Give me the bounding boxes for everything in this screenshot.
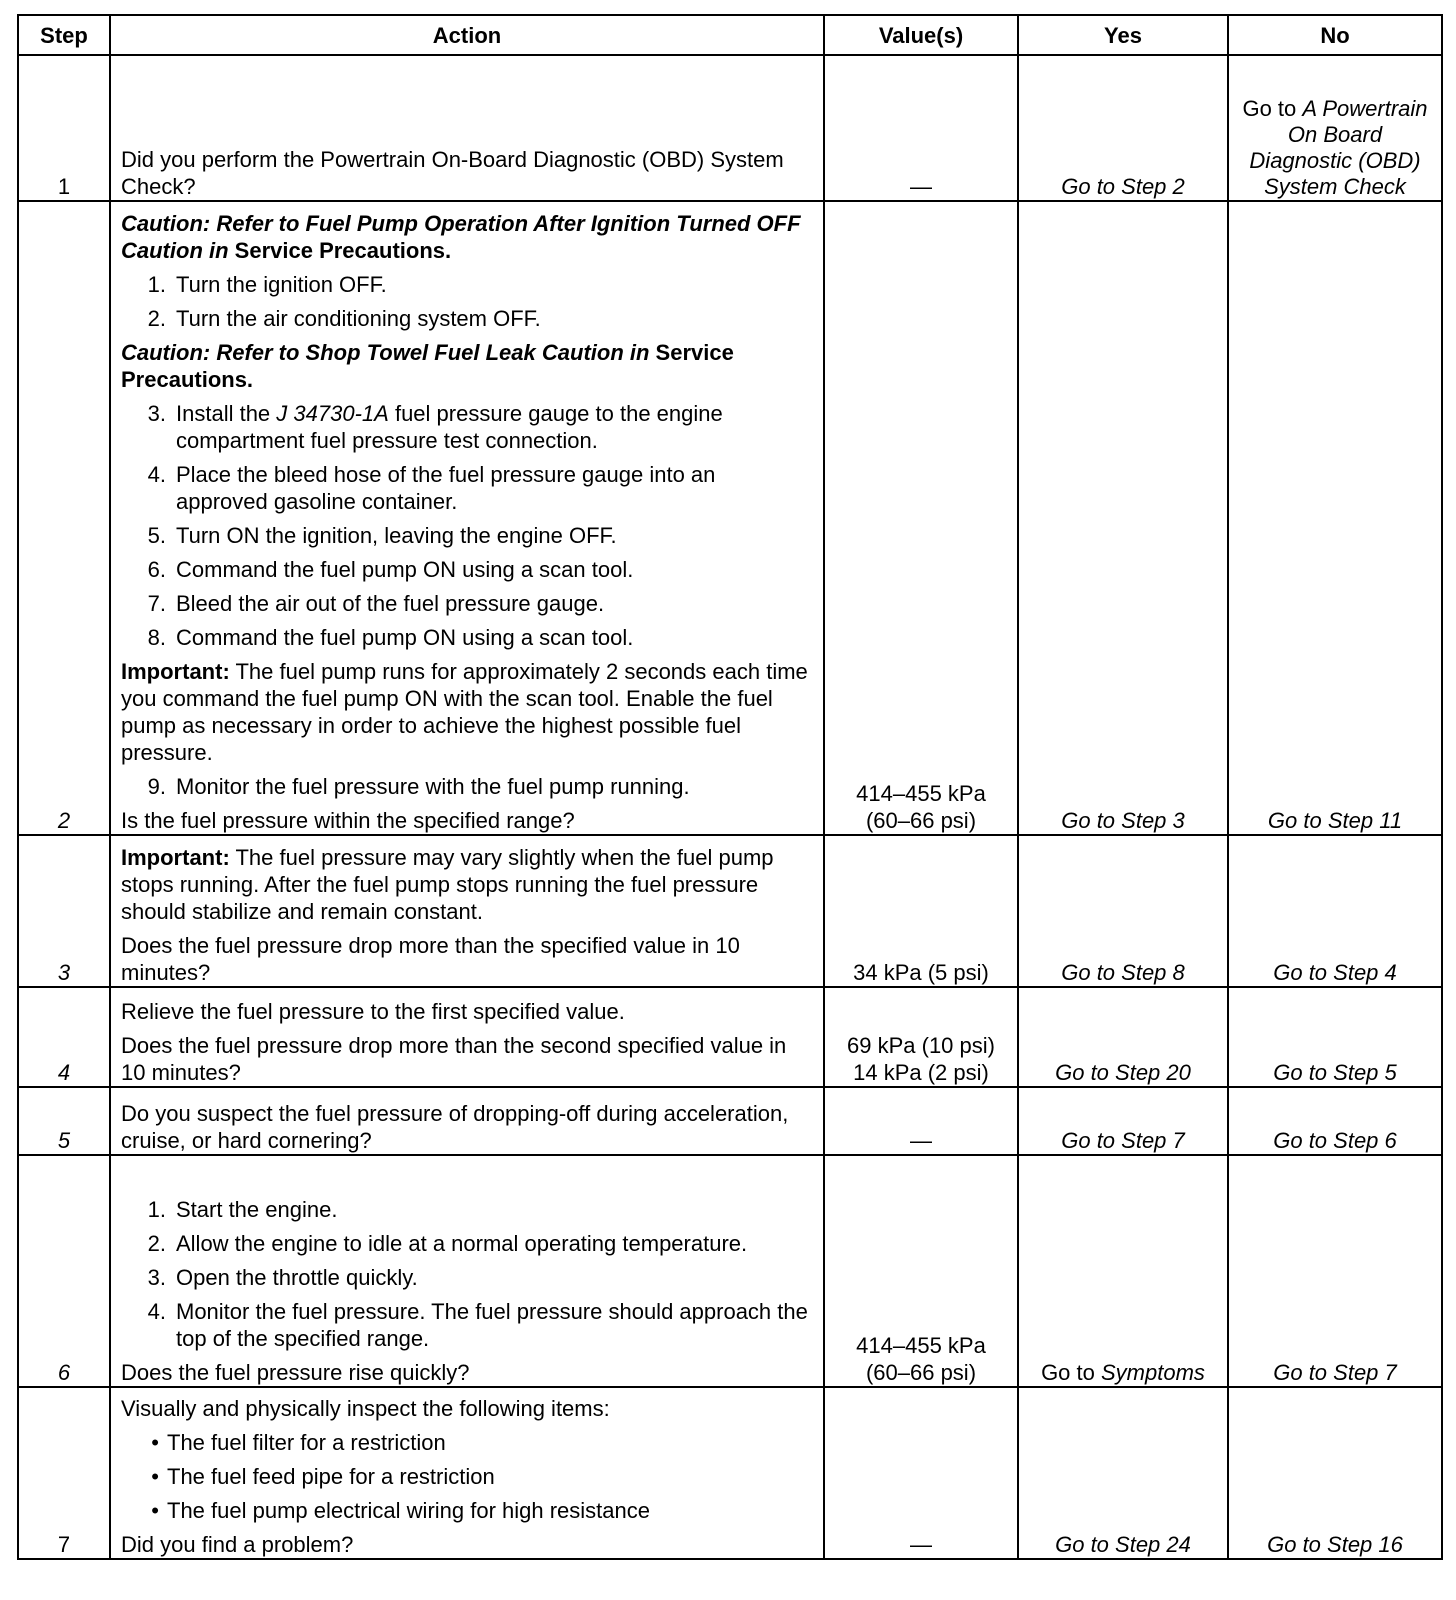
item-number: 5. bbox=[147, 523, 166, 548]
action-question: Does the fuel pressure drop more than the second specified value in 10 minutes? bbox=[121, 1033, 787, 1085]
value-line: 14 kPa (2 psi) bbox=[853, 1060, 989, 1085]
item-text: Bleed the air out of the fuel pressure gauge. bbox=[176, 591, 605, 616]
list-item bbox=[121, 556, 813, 583]
yes-cell bbox=[1018, 1387, 1228, 1559]
goto-link: Go to Step 11 bbox=[1267, 808, 1403, 833]
table-row-step-6 bbox=[18, 1155, 1442, 1387]
action-question: Does the fuel pressure rise quickly? bbox=[121, 1360, 470, 1385]
bullet: • bbox=[151, 1498, 159, 1523]
item-text: Open the throttle quickly. bbox=[176, 1265, 418, 1290]
value-line: 414–455 kPa bbox=[856, 1333, 986, 1358]
no-cell bbox=[1228, 1087, 1442, 1155]
no-cell bbox=[1228, 835, 1442, 987]
goto-link: Go to Step 16 bbox=[1267, 1532, 1403, 1557]
caution-ref: Service Precautions. bbox=[121, 340, 734, 392]
action-question: Did you find a problem? bbox=[121, 1532, 354, 1557]
caution-note bbox=[121, 210, 813, 264]
action-question: Does the fuel pressure drop more than the specified value in 10 minutes? bbox=[121, 933, 740, 985]
bullet: • bbox=[151, 1430, 159, 1455]
list-item bbox=[121, 1298, 813, 1352]
table-row-step-1 bbox=[18, 55, 1442, 201]
list-item bbox=[121, 1196, 813, 1223]
goto-link: Go to Step 6 bbox=[1273, 1128, 1397, 1153]
value-cell: — bbox=[824, 55, 1018, 201]
yes-cell bbox=[1018, 55, 1228, 201]
goto-link: Symptoms bbox=[1101, 1360, 1205, 1385]
caution-ref: Service Precautions. bbox=[234, 238, 452, 263]
list-item bbox=[121, 461, 813, 515]
diagnostic-page bbox=[17, 14, 1443, 1560]
item-number: 2. bbox=[147, 306, 166, 331]
step-number: 5 bbox=[18, 1087, 110, 1155]
no-cell bbox=[1228, 1387, 1442, 1559]
table-row-step-3 bbox=[18, 835, 1442, 987]
goto-link: Go to Step 4 bbox=[1273, 960, 1397, 985]
item-text: Command the fuel pump ON using a scan tool. bbox=[176, 557, 634, 582]
list-item bbox=[121, 522, 813, 549]
step-number: 1 bbox=[18, 55, 110, 201]
list-item bbox=[121, 305, 813, 332]
value-cell bbox=[824, 987, 1018, 1087]
item-text: Monitor the fuel pressure. The fuel pressure should approach the top of the specified range. bbox=[176, 1299, 808, 1351]
value-line: (60–66 psi) bbox=[865, 808, 977, 833]
yes-cell bbox=[1018, 987, 1228, 1087]
step-number: 3 bbox=[18, 835, 110, 987]
item-text: Turn the air conditioning system OFF. bbox=[176, 306, 541, 331]
action-cell bbox=[110, 55, 824, 201]
no-cell bbox=[1228, 55, 1442, 201]
yes-cell bbox=[1018, 1155, 1228, 1387]
yes-cell bbox=[1018, 201, 1228, 835]
diagnostic-table bbox=[17, 14, 1443, 1560]
action-cell bbox=[110, 987, 824, 1087]
table-row-step-5 bbox=[18, 1087, 1442, 1155]
step-number: 4 bbox=[18, 987, 110, 1087]
list-item bbox=[121, 773, 813, 800]
goto-link: Go to Step 7 bbox=[1273, 1360, 1397, 1385]
action-text: Visually and physically inspect the following items: bbox=[121, 1396, 610, 1421]
item-number: 9. bbox=[147, 774, 166, 799]
no-cell bbox=[1228, 201, 1442, 835]
bullet-item bbox=[121, 1497, 813, 1524]
list-item bbox=[121, 1230, 813, 1257]
list-item bbox=[121, 400, 813, 454]
header-no: No bbox=[1228, 15, 1442, 55]
important-text: The fuel pressure may vary slightly when the fuel pump stops running. After the fuel pump stops running the fuel pressure should stabilize and remain constant. bbox=[121, 845, 774, 924]
item-text: Monitor the fuel pressure with the fuel pump running. bbox=[176, 774, 690, 799]
action-cell bbox=[110, 1087, 824, 1155]
yes-cell bbox=[1018, 835, 1228, 987]
item-text bbox=[176, 400, 813, 454]
goto-link: Go to Step 3 bbox=[1061, 808, 1185, 833]
value-cell: 34 kPa (5 psi) bbox=[824, 835, 1018, 987]
table-row-step-2 bbox=[18, 201, 1442, 835]
table-row-step-7 bbox=[18, 1387, 1442, 1559]
item-number: 8. bbox=[147, 625, 166, 650]
action-cell bbox=[110, 201, 824, 835]
goto-prefix: Go to bbox=[1041, 1360, 1095, 1385]
value-line: 414–455 kPa bbox=[856, 781, 986, 806]
caution-note bbox=[121, 339, 813, 393]
step-number: 7 bbox=[18, 1387, 110, 1559]
item-number: 4. bbox=[147, 462, 166, 487]
action-cell bbox=[110, 835, 824, 987]
item-number: 7. bbox=[147, 591, 166, 616]
caution-label: Caution: Refer to Shop Towel Fuel Leak Caution in bbox=[121, 340, 650, 365]
value-cell bbox=[824, 201, 1018, 835]
goto-link: Go to Step 24 bbox=[1055, 1532, 1191, 1557]
item-number: 3. bbox=[147, 1265, 166, 1290]
item-number: 3. bbox=[147, 401, 166, 426]
header-step: Step bbox=[18, 15, 110, 55]
list-item bbox=[121, 1264, 813, 1291]
important-note bbox=[121, 658, 813, 766]
value-line: 69 kPa (10 psi) bbox=[847, 1033, 995, 1058]
header-row bbox=[18, 15, 1442, 55]
value-cell: — bbox=[824, 1387, 1018, 1559]
goto-prefix: Go to bbox=[1242, 96, 1297, 121]
item-text: Place the bleed hose of the fuel pressure gauge into an approved gasoline container. bbox=[176, 462, 716, 514]
action-question: Do you suspect the fuel pressure of dropping-off during acceleration, cruise, or hard cornering? bbox=[121, 1101, 789, 1153]
no-cell bbox=[1228, 987, 1442, 1087]
list-item bbox=[121, 590, 813, 617]
goto-link: Go to Step 7 bbox=[1061, 1128, 1185, 1153]
item-text: Turn the ignition OFF. bbox=[176, 272, 387, 297]
value-cell bbox=[824, 1155, 1018, 1387]
item-number: 2. bbox=[147, 1231, 166, 1256]
list-item bbox=[121, 624, 813, 651]
action-question: Is the fuel pressure within the specified range? bbox=[121, 808, 575, 833]
bullet-item bbox=[121, 1463, 813, 1490]
goto-link: Go to Step 5 bbox=[1273, 1060, 1397, 1085]
bullet-item bbox=[121, 1429, 813, 1456]
tool-id: J 34730-1A bbox=[276, 401, 389, 426]
item-number: 1. bbox=[147, 272, 166, 297]
item-number: 6. bbox=[147, 557, 166, 582]
action-cell bbox=[110, 1155, 824, 1387]
item-text: Command the fuel pump ON using a scan tool. bbox=[176, 625, 634, 650]
action-cell bbox=[110, 1387, 824, 1559]
item-text-post: fuel pressure gauge to the engine compartment fuel pressure test connection. bbox=[176, 401, 723, 453]
no-cell bbox=[1228, 1155, 1442, 1387]
item-text-pre: Install the bbox=[176, 401, 271, 426]
bullet-text: The fuel feed pipe for a restriction bbox=[167, 1464, 495, 1489]
important-label: Important: bbox=[121, 845, 230, 870]
value-cell: — bbox=[824, 1087, 1018, 1155]
item-text: Turn ON the ignition, leaving the engine OFF. bbox=[176, 523, 617, 548]
action-question: Did you perform the Powertrain On-Board Diagnostic (OBD) System Check? bbox=[121, 147, 784, 199]
action-text: Relieve the fuel pressure to the first specified value. bbox=[121, 999, 625, 1024]
header-values: Value(s) bbox=[824, 15, 1018, 55]
step-number: 6 bbox=[18, 1155, 110, 1387]
header-action: Action bbox=[110, 15, 824, 55]
caution-label: Caution: Refer to Fuel Pump Operation After Ignition Turned OFF Caution in bbox=[121, 211, 801, 263]
list-item bbox=[121, 271, 813, 298]
yes-cell bbox=[1018, 1087, 1228, 1155]
item-number: 1. bbox=[147, 1197, 166, 1222]
important-text: The fuel pump runs for approximately 2 seconds each time you command the fuel pump ON with the scan tool. Enable the fuel pump as necessary in order to achieve the highest possible fuel pressure. bbox=[121, 659, 808, 765]
value-line: (60–66 psi) bbox=[865, 1360, 977, 1385]
bullet-text: The fuel pump electrical wiring for high resistance bbox=[167, 1498, 651, 1523]
goto-link: Go to Step 20 bbox=[1055, 1060, 1191, 1085]
step-number: 2 bbox=[18, 201, 110, 835]
bullet: • bbox=[151, 1464, 159, 1489]
important-label: Important: bbox=[121, 659, 230, 684]
item-text: Allow the engine to idle at a normal operating temperature. bbox=[176, 1231, 748, 1256]
goto-link: Go to Step 2 bbox=[1061, 174, 1185, 199]
goto-link: A Powertrain On Board Diagnostic (OBD) System Check bbox=[1249, 96, 1428, 199]
header-yes: Yes bbox=[1018, 15, 1228, 55]
item-number: 4. bbox=[147, 1299, 166, 1324]
important-note bbox=[121, 844, 813, 925]
bullet-text: The fuel filter for a restriction bbox=[167, 1430, 446, 1455]
item-text: Start the engine. bbox=[176, 1197, 338, 1222]
goto-link: Go to Step 8 bbox=[1061, 960, 1185, 985]
table-row-step-4 bbox=[18, 987, 1442, 1087]
